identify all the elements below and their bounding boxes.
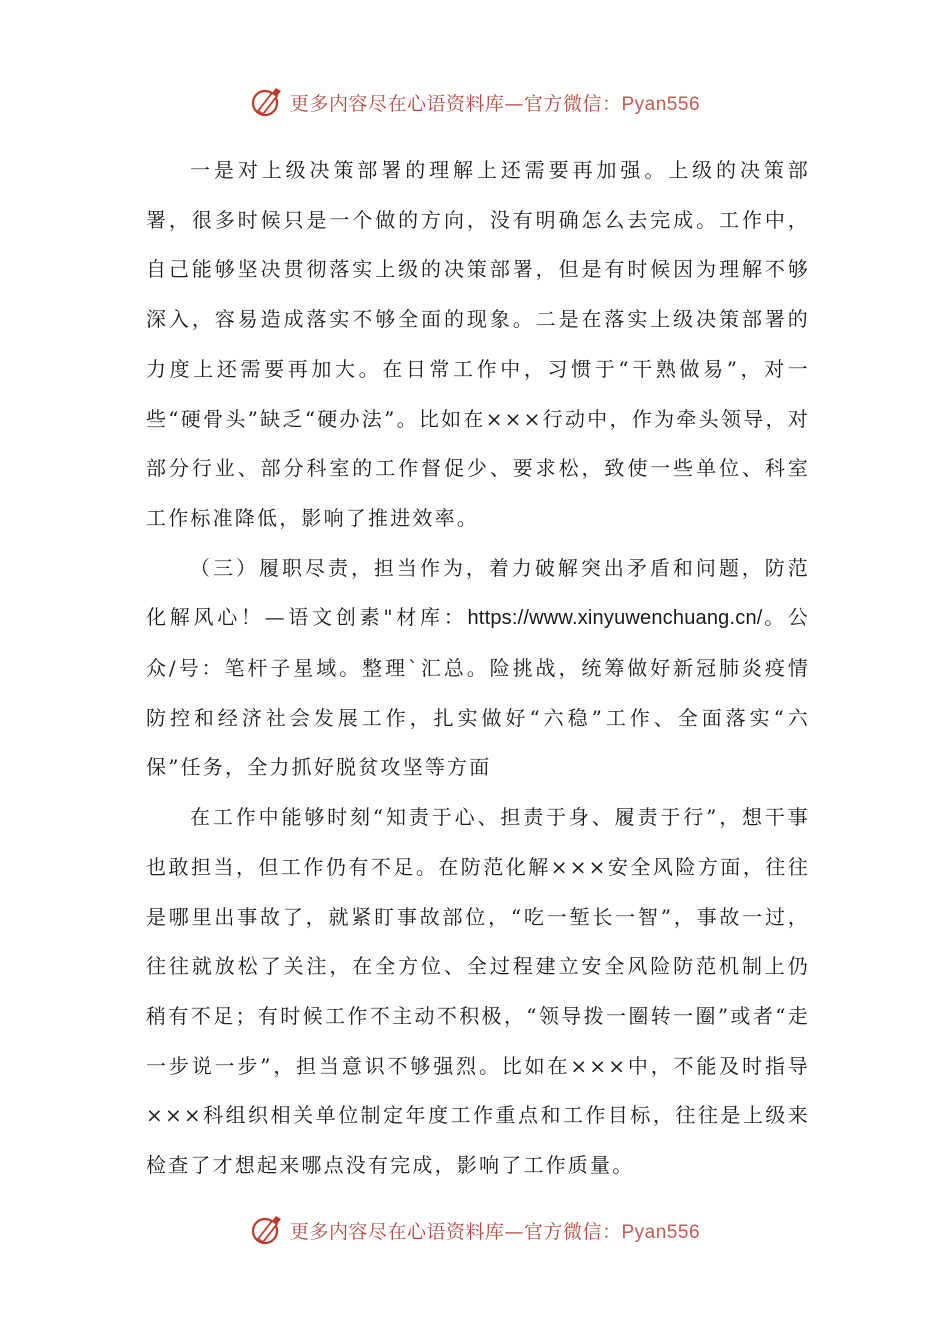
- paragraph-2-url: https://www.xinyuwenchuang.cn/: [467, 607, 763, 630]
- header-banner: [0, 82, 950, 122]
- pen-nib-logo-icon: [250, 1213, 284, 1247]
- footer-banner-text: 更多内容尽在心语资料库—官方微信：Pyan556: [289, 1220, 701, 1243]
- paragraph-3: 在工作中能够时刻“知责于心、担责于身、履责于行”，想干事也敢担当，但工作仍有不足。在防范化解×××安全风险方面，往往是哪里出事故了，就紧盯事故部位，“吃一堑长一智”，事故一过，往往就放松了关注，在全方位、全过程建立安全风险防范机制上仍稍有不足；有时候工作不主动不积极，“领导拨一圈转一圈”或者“走一步说一步”，担当意识不够强烈。比如在×××中，不能及时指导×××科组织相关单位制定年度工作重点和工作目标，往往是上级来检查了才想起来哪点没有完成，影响了工作质量。: [146, 805, 810, 1178]
- header-banner-text: 更多内容尽在心语资料库—官方微信：Pyan556: [289, 92, 701, 115]
- document-body: [146, 146, 810, 1191]
- paragraph-2: [146, 544, 810, 794]
- paragraph-2-text-after: 。公众/号：笔杆子星域。整理`汇总。险挑战，统筹做好新冠肺炎疫情防控和经济社会发展工作，扎实做好“六稳”工作、全面落实“六保”任务，全力抓好脱贫攻坚等方面: [146, 605, 810, 780]
- paragraph-1: 一是对上级决策部署的理解上还需要再加强。上级的决策部署，很多时候只是一个做的方向，没有明确怎么去完成。工作中，自己能够坚决贯彻落实上级的决策部署，但是有时候因为理解不够深入，容易造成落实不够全面的现象。二是在落实上级决策部署的力度上还需要再加大。在日常工作中，习惯于“干熟做易”，对一些“硬骨头”缺乏“硬办法”。比如在×××行动中，作为牵头领导，对部分行业、部分科室的工作督促少、要求松，致使一些单位、科室工作标准降低，影响了推进效率。: [146, 158, 810, 530]
- footer-banner: [0, 1210, 950, 1250]
- paragraph-2-text-before: （三）履职尽责，担当作为，着力破解突出矛盾和问题，防范化解风心！—语文创素"材库：: [146, 555, 810, 630]
- footer-banner-contact: Pyan556: [621, 1221, 701, 1243]
- header-banner-contact: Pyan556: [621, 93, 701, 115]
- pen-nib-logo-icon: [250, 85, 284, 119]
